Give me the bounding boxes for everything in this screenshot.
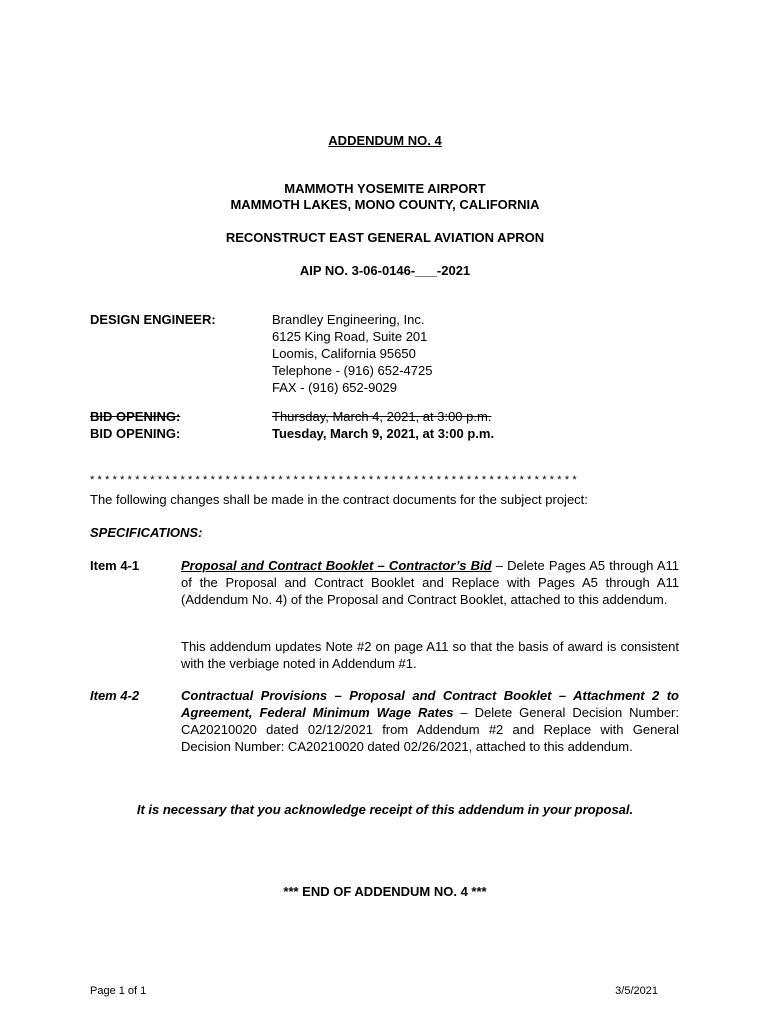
new-bid-opening-value: Tuesday, March 9, 2021, at 3:00 p.m. <box>272 426 495 441</box>
end-of-addendum: *** END OF ADDENDUM NO. 4 *** <box>283 884 487 899</box>
old-bid-opening-label: BID OPENING: <box>90 409 181 424</box>
asterisk-separator: * * * * * * * * * * * * * * * * * * * * * * * * * * * * * * * * * * * * * * * * * * * * * * * * * * * * * * * * * * * * * * * * * <box>90 474 577 486</box>
item-description <box>181 687 679 755</box>
intro-text: The following changes shall be made in the contract documents for the subject project: <box>90 492 588 507</box>
old-bid-opening-value: Thursday, March 4, 2021, at 3:00 p.m. <box>272 409 492 424</box>
specifications-heading: SPECIFICATIONS: <box>90 525 203 540</box>
item-body: – Delete General Decision Number: CA20210020 dated 02/12/2021 from Addendum #2 and Replace with General Decision Number: CA20210020 dated 02/26/2021, attached to this addendum. <box>181 705 679 754</box>
new-bid-opening-label: BID OPENING: <box>90 426 181 441</box>
address-line: 6125 King Road, Suite 201 <box>272 329 428 344</box>
item-title: Proposal and Contract Booklet – Contractor’s Bid <box>181 558 492 573</box>
footer-date: 3/5/2021 <box>615 985 658 997</box>
project-title: RECONSTRUCT EAST GENERAL AVIATION APRON <box>225 230 545 245</box>
address-line: Brandley Engineering, Inc. <box>272 312 425 327</box>
page-number: Page 1 of 1 <box>90 985 147 997</box>
acknowledgement-note: It is necessary that you acknowledge receipt of this addendum in your proposal. <box>136 802 634 817</box>
address-line: FAX - (916) 652-9029 <box>272 380 398 395</box>
addendum-title: ADDENDUM NO. 4 <box>328 133 442 148</box>
item-label: Item 4-2 <box>90 688 140 703</box>
airport-name: MAMMOTH YOSEMITE AIRPORT <box>284 181 486 196</box>
address-line: Telephone - (916) 652-4725 <box>272 363 433 378</box>
item-description <box>181 557 679 608</box>
aip-number: AIP NO. 3-06-0146-___-2021 <box>299 263 471 278</box>
design-engineer-address <box>272 311 432 396</box>
address-line: Loomis, California 95650 <box>272 346 416 361</box>
item-label: Item 4-1 <box>90 558 140 573</box>
item-note: This addendum updates Note #2 on page A11 so that the basis of award is consistent with the verbiage noted in Addendum #1. <box>181 639 679 671</box>
item-title: Contractual Provisions – Proposal and Contract Booklet – Attachment 2 to Agreement, Federal Minimum Wage Rates <box>181 688 679 720</box>
airport-location: MAMMOTH LAKES, MONO COUNTY, CALIFORNIA <box>230 197 540 212</box>
design-engineer-label: DESIGN ENGINEER: <box>90 312 216 327</box>
item-body: – Delete Pages A5 through A11 of the Proposal and Contract Booklet and Replace with Pages A5 through A11 (Addendum No. 4) of the Proposal and Contract Booklet, attached to this addendum. <box>181 558 679 607</box>
